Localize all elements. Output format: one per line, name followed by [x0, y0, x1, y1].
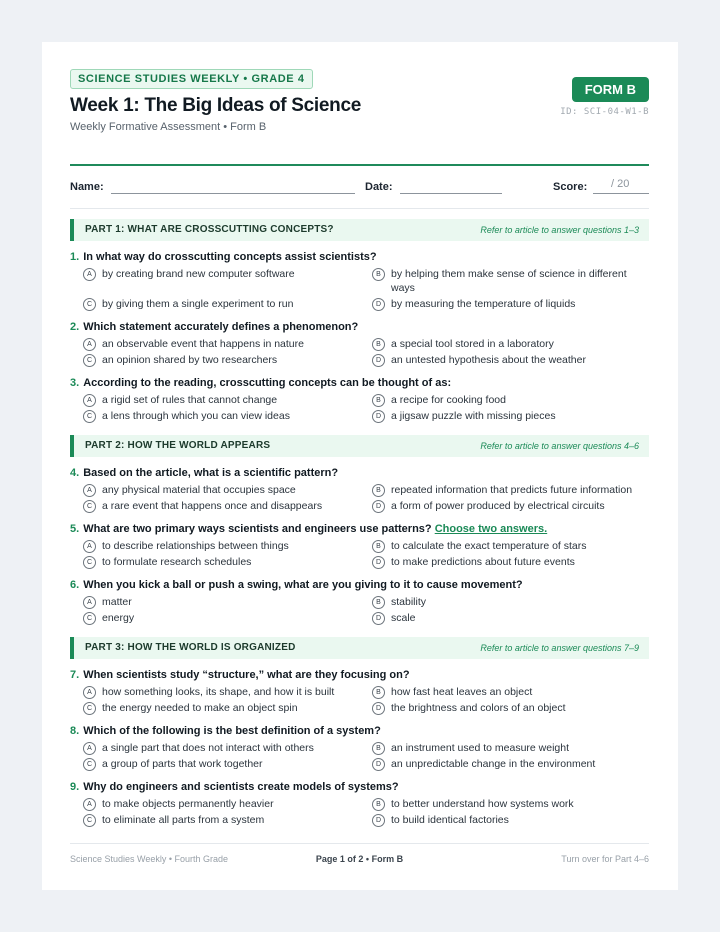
answer-bubble[interactable]: A [83, 394, 96, 407]
answer-bubble[interactable]: A [83, 798, 96, 811]
question-prompt [70, 466, 649, 480]
question-number: 9. [70, 781, 80, 793]
answer-options [83, 797, 649, 827]
answer-bubble[interactable]: B [372, 596, 385, 609]
answer-text: an unpredictable change in the environment [391, 758, 596, 770]
answer-bubble[interactable]: D [372, 556, 385, 569]
answer-options [83, 267, 649, 311]
answer-choice-b[interactable] [372, 267, 646, 295]
answer-choice-d[interactable] [372, 757, 646, 771]
answer-choice-b[interactable] [372, 741, 646, 755]
answer-bubble[interactable]: A [83, 540, 96, 553]
section-reference-note: Refer to article to answer questions 4–6 [480, 441, 639, 451]
question-number: 6. [70, 579, 80, 591]
answer-text: a form of power produced by electrical circuits [391, 500, 605, 512]
answer-text: a lens through which you can view ideas [102, 410, 290, 422]
section-reference-note: Refer to article to answer questions 1–3 [480, 225, 639, 235]
answer-bubble[interactable]: D [372, 702, 385, 715]
question-block [70, 320, 649, 367]
answer-choice-c[interactable] [83, 353, 372, 367]
answer-bubble[interactable]: B [372, 742, 385, 755]
answer-bubble[interactable]: A [83, 742, 96, 755]
answer-text: to describe relationships between things [102, 540, 289, 552]
answer-choice-b[interactable] [372, 595, 646, 609]
question-prompt [70, 780, 649, 794]
answer-choice-a[interactable] [83, 685, 372, 699]
question-text: In what way do crosscutting concepts assist scientists? [83, 251, 377, 263]
question-number: 7. [70, 669, 80, 681]
answer-choice-a[interactable] [83, 741, 372, 755]
answer-text: energy [102, 612, 135, 624]
question-number: 5. [70, 523, 80, 535]
answer-text: stability [391, 596, 427, 608]
answer-choice-b[interactable] [372, 483, 646, 497]
answer-text: a special tool stored in a laboratory [391, 338, 554, 350]
answer-choice-b[interactable] [372, 797, 646, 811]
score-label: Score: [553, 181, 588, 193]
answer-text: the brightness and colors of an object [391, 702, 566, 714]
footer-page-number: Page 1 of 2 • Form B [315, 854, 404, 864]
answer-bubble[interactable]: B [372, 394, 385, 407]
question-number: 4. [70, 467, 80, 479]
answer-text: to make objects permanently heavier [102, 798, 274, 810]
answer-text: to calculate the exact temperature of stars [391, 540, 587, 552]
answer-choice-a[interactable] [83, 483, 372, 497]
student-info-row [70, 166, 649, 209]
answer-bubble[interactable]: A [83, 686, 96, 699]
answer-bubble[interactable]: C [83, 410, 96, 423]
date-field[interactable] [400, 193, 502, 194]
section-header [70, 637, 649, 659]
section-header [70, 219, 649, 241]
answer-bubble[interactable]: B [372, 338, 385, 351]
answer-text: to formulate research schedules [102, 556, 252, 568]
answer-options [83, 741, 649, 771]
answer-bubble[interactable]: D [372, 500, 385, 513]
answer-choice-d[interactable] [372, 813, 646, 827]
answer-text: matter [102, 596, 132, 608]
question-prompt [70, 522, 649, 536]
question-prompt [70, 376, 649, 390]
page-title: Week 1: The Big Ideas of Science [70, 95, 361, 116]
question-block [70, 466, 649, 513]
answer-choice-b[interactable] [372, 685, 646, 699]
form-badge: FORM B [572, 77, 649, 102]
answer-text: a jigsaw puzzle with missing pieces [391, 410, 556, 422]
question-instruction: Choose two answers. [434, 523, 548, 535]
answer-text: the energy needed to make an object spin [102, 702, 298, 714]
question-number: 2. [70, 321, 80, 333]
answer-choice-c[interactable] [83, 499, 372, 513]
answer-text: by helping them make sense of science in different ways [391, 268, 627, 294]
answer-choice-d[interactable] [372, 611, 646, 625]
answer-choice-c[interactable] [83, 555, 372, 569]
worksheet-page [42, 42, 678, 890]
question-prompt [70, 668, 649, 682]
answer-text: by creating brand new computer software [102, 268, 295, 280]
answer-bubble[interactable]: D [372, 298, 385, 311]
answer-choice-a[interactable] [83, 393, 372, 407]
answer-bubble[interactable]: D [372, 758, 385, 771]
answer-choice-b[interactable] [372, 393, 646, 407]
answer-bubble[interactable]: C [83, 354, 96, 367]
answer-text: how something looks, its shape, and how it is built [102, 686, 335, 698]
answer-text: a rigid set of rules that cannot change [102, 394, 278, 406]
answer-bubble[interactable]: B [372, 798, 385, 811]
answer-choice-d[interactable] [372, 701, 646, 715]
question-block [70, 780, 649, 827]
answer-bubble[interactable]: C [83, 298, 96, 311]
answer-bubble[interactable]: A [83, 484, 96, 497]
question-text: When you kick a ball or push a swing, what are you giving to it to cause movement? [83, 579, 523, 591]
question-text: When scientists study “structure,” what are they focusing on? [83, 669, 410, 681]
question-prompt [70, 724, 649, 738]
answer-bubble[interactable]: B [372, 540, 385, 553]
answer-choice-a[interactable] [83, 337, 372, 351]
answer-options [83, 685, 649, 715]
answer-text: a recipe for cooking food [391, 394, 506, 406]
question-sections [70, 219, 649, 827]
question-text: Which of the following is the best definition of a system? [83, 725, 381, 737]
answer-text: an untested hypothesis about the weather [391, 354, 586, 366]
worksheet-header [70, 69, 649, 166]
question-block [70, 668, 649, 715]
answer-choice-d[interactable] [372, 353, 646, 367]
question-block [70, 724, 649, 771]
answer-choice-c[interactable] [83, 297, 372, 311]
question-prompt [70, 320, 649, 334]
answer-bubble[interactable]: D [372, 814, 385, 827]
answer-options [83, 539, 649, 569]
answer-bubble[interactable]: A [83, 596, 96, 609]
question-prompt [70, 250, 649, 264]
answer-text: a rare event that happens once and disappears [102, 500, 323, 512]
date-label: Date: [365, 181, 393, 193]
answer-bubble[interactable]: B [372, 484, 385, 497]
question-text: According to the reading, crosscutting concepts can be thought of as: [83, 377, 452, 389]
footer-publication: Science Studies Weekly • Fourth Grade [70, 854, 229, 864]
answer-choice-a[interactable] [83, 595, 372, 609]
answer-text: to better understand how systems work [391, 798, 574, 810]
answer-choice-a[interactable] [83, 539, 372, 553]
question-prompt [70, 578, 649, 592]
question-number: 8. [70, 725, 80, 737]
section-title: PART 3: HOW THE WORLD IS ORGANIZED [85, 642, 296, 653]
answer-text: to eliminate all parts from a system [102, 814, 265, 826]
answer-bubble[interactable]: D [372, 410, 385, 423]
question-number: 3. [70, 377, 80, 389]
answer-bubble[interactable]: D [372, 612, 385, 625]
answer-choice-c[interactable] [83, 813, 372, 827]
answer-text: an observable event that happens in nature [102, 338, 304, 350]
answer-text: by measuring the temperature of liquids [391, 298, 576, 310]
answer-text: by giving them a single experiment to run [102, 298, 294, 310]
answer-bubble[interactable]: A [83, 268, 96, 281]
answer-bubble[interactable]: C [83, 500, 96, 513]
answer-choice-a[interactable] [83, 797, 372, 811]
answer-choice-c[interactable] [83, 757, 372, 771]
answer-text: to build identical factories [391, 814, 509, 826]
answer-text: how fast heat leaves an object [391, 686, 533, 698]
answer-text: a single part that does not interact with others [102, 742, 314, 754]
section-header [70, 435, 649, 457]
answer-text: scale [391, 612, 416, 624]
answer-text: a group of parts that work together [102, 758, 263, 770]
answer-bubble[interactable]: C [83, 612, 96, 625]
section-reference-note: Refer to article to answer questions 7–9 [480, 643, 639, 653]
answer-bubble[interactable]: C [83, 702, 96, 715]
answer-bubble[interactable]: C [83, 814, 96, 827]
footer-continue-note: Turn over for Part 4–6 [561, 854, 649, 864]
section-title: PART 1: WHAT ARE CROSSCUTTING CONCEPTS? [85, 224, 334, 235]
answer-choice-c[interactable] [83, 409, 372, 423]
page-footer [70, 843, 649, 874]
name-field[interactable] [111, 193, 355, 194]
score-total: / 20 [611, 178, 630, 190]
question-text: What are two primary ways scientists and engineers use patterns? [83, 523, 432, 535]
answer-choice-d[interactable] [372, 555, 646, 569]
question-number: 1. [70, 251, 80, 263]
question-block [70, 250, 649, 311]
answer-bubble[interactable]: C [83, 758, 96, 771]
answer-choice-d[interactable] [372, 499, 646, 513]
document-id: ID: SCI-04-W1-B [560, 107, 649, 117]
page-subtitle: Weekly Formative Assessment • Form B [70, 121, 267, 133]
answer-choice-d[interactable] [372, 297, 646, 311]
answer-text: to make predictions about future events [391, 556, 575, 568]
answer-bubble[interactable]: B [372, 268, 385, 281]
answer-bubble[interactable]: B [372, 686, 385, 699]
answer-options [83, 393, 649, 423]
question-block [70, 376, 649, 423]
answer-choice-b[interactable] [372, 539, 646, 553]
question-text: Based on the article, what is a scientific pattern? [83, 467, 339, 479]
name-label: Name: [70, 181, 104, 193]
answer-text: an opinion shared by two researchers [102, 354, 278, 366]
question-block [70, 522, 649, 569]
answer-bubble[interactable]: A [83, 338, 96, 351]
answer-choice-c[interactable] [83, 701, 372, 715]
answer-text: any physical material that occupies space [102, 484, 296, 496]
answer-options [83, 483, 649, 513]
answer-choice-d[interactable] [372, 409, 646, 423]
answer-bubble[interactable]: D [372, 354, 385, 367]
answer-choice-c[interactable] [83, 611, 372, 625]
grade-badge: SCIENCE STUDIES WEEKLY • GRADE 4 [70, 69, 313, 89]
question-text: Which statement accurately defines a phenomenon? [83, 321, 359, 333]
answer-options [83, 595, 649, 625]
question-text: Why do engineers and scientists create models of systems? [83, 781, 399, 793]
question-block [70, 578, 649, 625]
answer-options [83, 337, 649, 367]
answer-bubble[interactable]: C [83, 556, 96, 569]
answer-text: repeated information that predicts future information [391, 484, 633, 496]
section-title: PART 2: HOW THE WORLD APPEARS [85, 440, 271, 451]
score-field[interactable] [593, 193, 649, 194]
answer-choice-a[interactable] [83, 267, 372, 295]
answer-text: an instrument used to measure weight [391, 742, 570, 754]
answer-choice-b[interactable] [372, 337, 646, 351]
